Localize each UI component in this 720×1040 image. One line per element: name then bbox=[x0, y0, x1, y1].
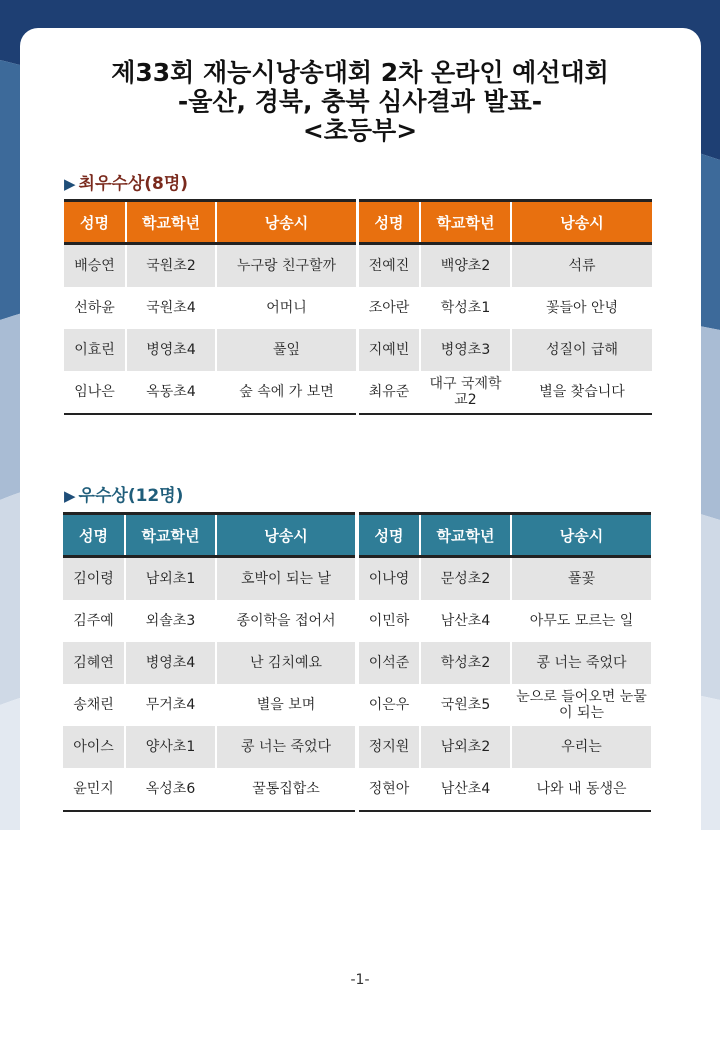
cell-school: 병영초4 bbox=[126, 329, 216, 371]
page-title bbox=[0, 58, 720, 145]
cell-school: 외솔초3 bbox=[125, 600, 216, 642]
cell-name: 아이스 bbox=[63, 726, 125, 768]
cell-name: 조아란 bbox=[368, 300, 410, 316]
table-row bbox=[64, 329, 356, 371]
cell-poem: 어머니 bbox=[216, 287, 356, 329]
cell-poem: 우리는 bbox=[511, 726, 651, 768]
table-row bbox=[359, 329, 652, 371]
cell-name: 임나은 bbox=[64, 371, 126, 414]
table-row bbox=[63, 726, 355, 768]
col-header-poem: 낭송시 bbox=[216, 201, 356, 244]
col-header-school: 학교학년 bbox=[420, 514, 511, 557]
table-row bbox=[63, 768, 355, 811]
cell-poem: 성질이 급해 bbox=[511, 329, 652, 371]
col-header-school: 학교학년 bbox=[125, 514, 216, 557]
col-header-name: 성명 bbox=[359, 201, 420, 244]
cell-school: 옥동초4 bbox=[126, 371, 216, 414]
table-row bbox=[359, 684, 651, 726]
col-header-name: 성명 bbox=[359, 514, 420, 557]
cell-school: 백양초2 bbox=[420, 244, 511, 288]
cell-poem: 콩 너는 죽었다 bbox=[511, 642, 651, 684]
cell-name: 정지원 bbox=[359, 726, 420, 768]
cell-poem: 눈으로 들어오면 눈물이 되는 bbox=[511, 684, 651, 726]
table-row bbox=[359, 600, 651, 642]
excellence-prize-heading bbox=[64, 481, 183, 506]
cell-poem: 별을 찾습니다 bbox=[511, 371, 652, 414]
grand-prize-heading bbox=[64, 169, 188, 194]
cell-name: 이나영 bbox=[359, 557, 420, 601]
cell-school: 양사초1 bbox=[125, 726, 216, 768]
cell-school: 학성초2 bbox=[420, 642, 511, 684]
cell-school: 학성초1 bbox=[420, 287, 511, 329]
cell-poem: 풀꽃 bbox=[511, 557, 651, 601]
cell-poem: 누구랑 친구할까 bbox=[216, 244, 356, 288]
grand-prize-table-right bbox=[359, 199, 652, 415]
table-row bbox=[359, 768, 651, 811]
cell-name: 선하윤 bbox=[74, 300, 115, 316]
col-header-poem: 낭송시 bbox=[216, 514, 355, 557]
cell-name: 김이령 bbox=[63, 557, 125, 601]
cell-name: 윤민지 bbox=[63, 768, 125, 811]
col-header-name: 성명 bbox=[63, 514, 125, 557]
table-row bbox=[359, 244, 652, 288]
table-row bbox=[63, 600, 355, 642]
excellence-prize-heading-text: 우수상(12명) bbox=[78, 486, 184, 506]
cell-name: 이석준 bbox=[359, 642, 420, 684]
cell-poem: 종이학을 접어서 bbox=[216, 600, 355, 642]
table-row bbox=[64, 371, 356, 414]
cell-name: 이은우 bbox=[368, 697, 410, 713]
cell-name: 지예빈 bbox=[359, 329, 420, 371]
col-header-poem: 낭송시 bbox=[511, 201, 652, 244]
cell-name: 김혜연 bbox=[63, 642, 125, 684]
cell-name: 김주예 bbox=[73, 613, 114, 629]
col-header-school: 학교학년 bbox=[420, 201, 511, 244]
table-row bbox=[64, 244, 356, 288]
cell-school: 문성초2 bbox=[420, 557, 511, 601]
grand-prize-heading-text: 최우수상(8명) bbox=[78, 174, 189, 194]
table-row bbox=[64, 287, 356, 329]
table-row bbox=[63, 557, 355, 601]
cell-school: 국원초4 bbox=[126, 287, 216, 329]
cell-school: 남외초2 bbox=[420, 726, 511, 768]
col-header-school: 학교학년 bbox=[126, 201, 216, 244]
cell-name: 이민하 bbox=[368, 613, 410, 629]
triangle-right-icon: ▶ bbox=[64, 175, 76, 193]
cell-poem: 꽃들아 안녕 bbox=[511, 287, 652, 329]
cell-name: 송채린 bbox=[73, 697, 114, 713]
cell-poem: 별을 보며 bbox=[216, 684, 355, 726]
cell-poem: 아무도 모르는 일 bbox=[511, 600, 651, 642]
cell-school: 남외초1 bbox=[125, 557, 216, 601]
cell-school: 남산초4 bbox=[420, 768, 511, 811]
col-header-name: 성명 bbox=[64, 201, 126, 244]
cell-school: 남산초4 bbox=[420, 600, 511, 642]
cell-name: 배승연 bbox=[64, 244, 126, 288]
cell-name: 이효린 bbox=[64, 329, 126, 371]
table-row bbox=[359, 371, 652, 414]
cell-poem: 호박이 되는 날 bbox=[216, 557, 355, 601]
excellence-prize-table-left bbox=[63, 512, 355, 812]
col-header-poem: 낭송시 bbox=[511, 514, 651, 557]
excellence-prize-table-right bbox=[359, 512, 651, 812]
cell-school: 병영초4 bbox=[125, 642, 216, 684]
cell-name: 정현아 bbox=[359, 768, 420, 811]
cell-school: 옥성초6 bbox=[125, 768, 216, 811]
table-row bbox=[359, 287, 652, 329]
table-row bbox=[359, 726, 651, 768]
table-row bbox=[63, 684, 355, 726]
cell-name: 최유준 bbox=[359, 371, 420, 414]
cell-poem: 숲 속에 가 보면 bbox=[216, 371, 356, 414]
cell-poem: 석류 bbox=[511, 244, 652, 288]
title-line-2: -울산, 경북, 충북 심사결과 발표- bbox=[177, 87, 543, 116]
cell-school: 무거초4 bbox=[125, 684, 216, 726]
table-row bbox=[63, 642, 355, 684]
cell-poem: 나와 내 동생은 bbox=[511, 768, 651, 811]
title-line-1: 제33회 재능시낭송대회 2차 온라인 예선대회 bbox=[111, 58, 609, 87]
cell-poem: 난 김치예요 bbox=[216, 642, 355, 684]
triangle-right-icon: ▶ bbox=[64, 487, 76, 505]
title-line-3: <초등부> bbox=[302, 116, 418, 145]
cell-school: 대구 국제학교2 bbox=[420, 371, 511, 414]
cell-poem: 풀잎 bbox=[216, 329, 356, 371]
cell-school: 국원초2 bbox=[126, 244, 216, 288]
table-row bbox=[359, 557, 651, 601]
cell-poem: 콩 너는 죽었다 bbox=[216, 726, 355, 768]
cell-school: 국원초5 bbox=[420, 684, 511, 726]
cell-poem: 꿀통집합소 bbox=[216, 768, 355, 811]
table-row bbox=[359, 642, 651, 684]
grand-prize-table-left bbox=[64, 199, 356, 415]
cell-name: 전예진 bbox=[359, 244, 420, 288]
cell-school: 병영초3 bbox=[420, 329, 511, 371]
page-number: -1- bbox=[350, 972, 370, 988]
